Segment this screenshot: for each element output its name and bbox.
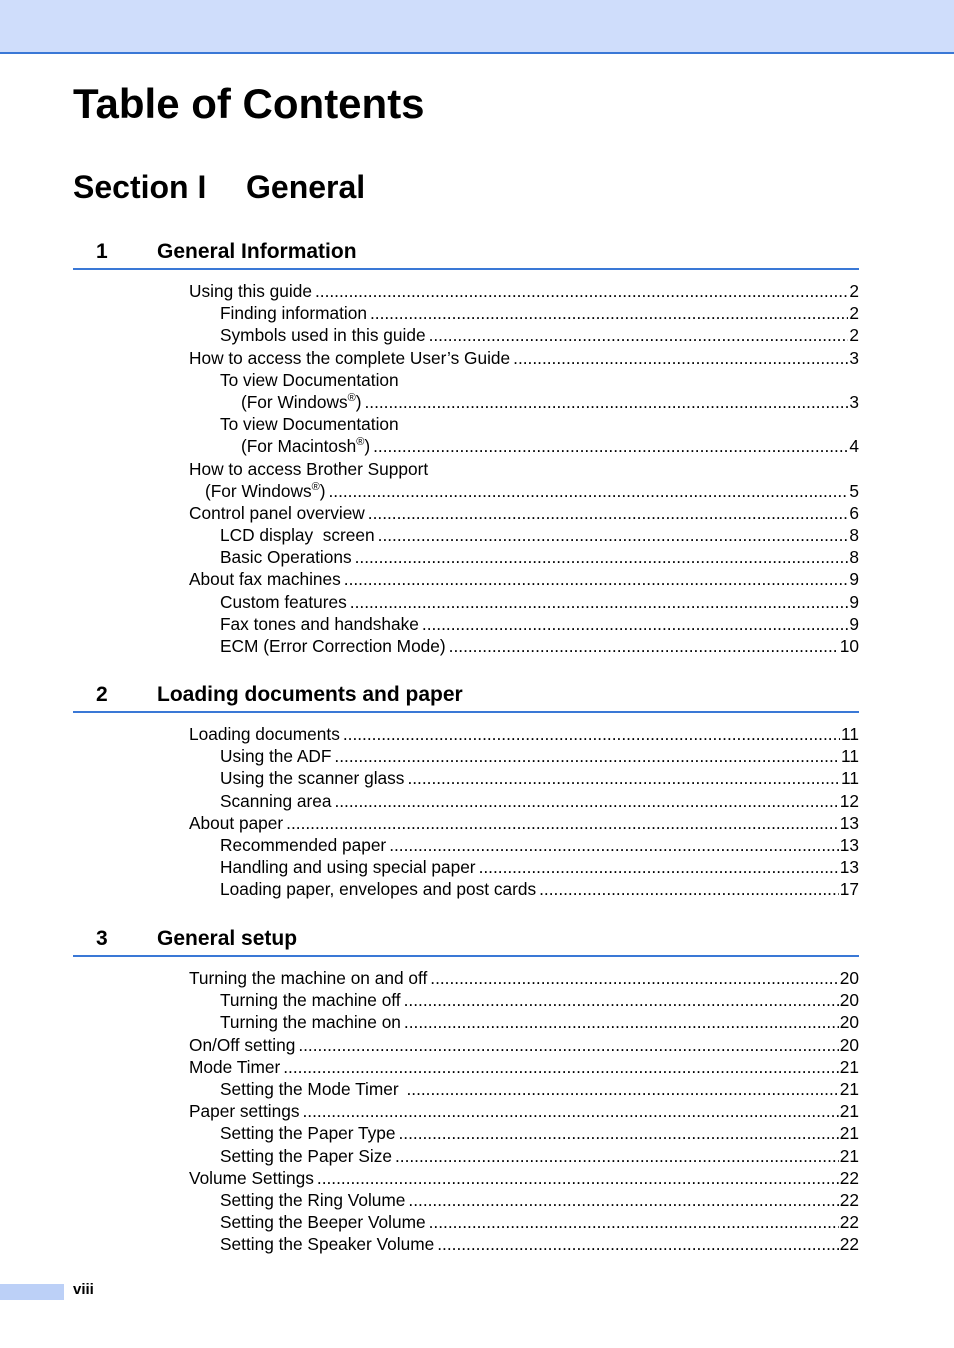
entry-text: Setting the Paper Size bbox=[220, 1145, 395, 1167]
toc-entry[interactable] bbox=[73, 546, 859, 568]
entry-text: To view Documentation bbox=[220, 414, 399, 435]
entry-page: 20 bbox=[839, 1034, 859, 1055]
entry-page: 22 bbox=[839, 1212, 859, 1233]
chapter-number: 3 bbox=[96, 927, 108, 950]
dot-leader bbox=[283, 1056, 839, 1078]
dot-leader bbox=[395, 1145, 839, 1167]
dot-leader bbox=[317, 1167, 839, 1189]
entry-page: 20 bbox=[839, 968, 859, 988]
dot-leader bbox=[368, 502, 849, 524]
dot-leader bbox=[429, 1211, 839, 1233]
dot-leader bbox=[315, 280, 848, 302]
entry-page: 22 bbox=[839, 1234, 859, 1255]
dot-leader bbox=[378, 524, 849, 546]
entry-text: Turning the machine on bbox=[220, 1011, 404, 1033]
toc-entry[interactable] bbox=[73, 989, 859, 1011]
dot-leader bbox=[399, 1122, 839, 1144]
dot-leader bbox=[437, 1233, 839, 1255]
toc-entry[interactable] bbox=[73, 458, 859, 480]
dot-leader bbox=[334, 790, 838, 812]
toc-entry[interactable] bbox=[73, 1167, 859, 1189]
entry-text: Turning the machine off bbox=[220, 989, 404, 1011]
entry-text: (For Windows®) bbox=[205, 480, 328, 502]
entry-text: Recommended paper bbox=[220, 834, 389, 856]
entry-text: (For Windows®) bbox=[241, 391, 364, 413]
toc-entry[interactable] bbox=[73, 347, 859, 369]
dot-leader bbox=[389, 834, 839, 856]
entry-text: On/Off setting bbox=[189, 1034, 298, 1056]
entry-page: 11 bbox=[841, 768, 859, 789]
entry-page: 21 bbox=[839, 1123, 859, 1144]
toc-entries bbox=[73, 967, 859, 1255]
entry-page: 9 bbox=[849, 591, 859, 612]
entry-page: 2 bbox=[849, 325, 859, 346]
dot-leader bbox=[539, 878, 839, 900]
dot-leader bbox=[404, 989, 839, 1011]
dot-leader bbox=[302, 1100, 838, 1122]
header-band bbox=[0, 0, 954, 54]
entry-page: 21 bbox=[839, 1078, 859, 1099]
dot-leader bbox=[344, 568, 849, 590]
entry-page: 11 bbox=[841, 724, 859, 744]
toc-entry[interactable] bbox=[73, 280, 859, 302]
entry-text: Basic Operations bbox=[220, 546, 355, 568]
chapter-3 bbox=[73, 919, 859, 1255]
dot-leader bbox=[479, 856, 839, 878]
toc-entry[interactable] bbox=[73, 480, 859, 502]
toc-entry[interactable] bbox=[73, 834, 859, 856]
toc-entry[interactable] bbox=[73, 568, 859, 590]
toc-entry[interactable] bbox=[73, 391, 859, 413]
toc-entry[interactable] bbox=[73, 1011, 859, 1033]
entry-page: 2 bbox=[849, 303, 859, 324]
entry-page: 8 bbox=[849, 547, 859, 568]
entry-text: Setting the Beeper Volume bbox=[220, 1211, 429, 1233]
dot-leader bbox=[350, 591, 849, 613]
entry-page: 6 bbox=[849, 502, 859, 523]
toc-entry[interactable] bbox=[73, 790, 859, 812]
toc-entry[interactable] bbox=[73, 524, 859, 546]
entry-page: 13 bbox=[839, 857, 859, 878]
dot-leader bbox=[404, 1011, 839, 1033]
toc-entry[interactable] bbox=[73, 856, 859, 878]
footer-tab bbox=[0, 1284, 64, 1300]
entry-text: How to access Brother Support bbox=[189, 458, 429, 479]
toc-entries bbox=[73, 723, 859, 901]
entry-text: Symbols used in this guide bbox=[220, 324, 429, 346]
entry-page: 11 bbox=[841, 746, 859, 767]
entry-text: Control panel overview bbox=[189, 502, 368, 524]
toc-entry[interactable] bbox=[73, 369, 859, 391]
entry-text: (For Macintosh®) bbox=[241, 435, 373, 457]
toc-entry[interactable] bbox=[73, 1100, 859, 1122]
toc-entry[interactable] bbox=[73, 1233, 859, 1255]
entry-page: 3 bbox=[849, 347, 859, 368]
chapter-1 bbox=[73, 232, 859, 657]
toc-entry[interactable] bbox=[73, 435, 859, 457]
section-heading bbox=[73, 166, 365, 208]
dot-leader bbox=[408, 1189, 838, 1211]
dot-leader bbox=[355, 546, 849, 568]
entry-page: 20 bbox=[839, 990, 859, 1011]
registered-mark: ® bbox=[347, 391, 356, 404]
entry-text: ECM (Error Correction Mode) bbox=[220, 635, 449, 657]
toc-entry[interactable] bbox=[73, 1211, 859, 1233]
dot-leader bbox=[429, 324, 849, 346]
entry-page: 22 bbox=[839, 1167, 859, 1188]
entry-page: 13 bbox=[839, 834, 859, 855]
dot-leader bbox=[407, 767, 840, 789]
dot-leader bbox=[430, 967, 839, 989]
toc-entry[interactable] bbox=[73, 302, 859, 324]
chapter-heading bbox=[73, 919, 859, 957]
toc-entry[interactable] bbox=[73, 591, 859, 613]
toc-entry[interactable] bbox=[73, 967, 859, 989]
entry-page: 13 bbox=[839, 812, 859, 833]
chapter-title: General setup bbox=[157, 927, 298, 950]
entry-page: 9 bbox=[849, 613, 859, 634]
entry-text: How to access the complete User’s Guide bbox=[189, 347, 513, 369]
entry-text: Using the ADF bbox=[220, 745, 334, 767]
dot-leader bbox=[298, 1034, 838, 1056]
toc-entry[interactable] bbox=[73, 812, 859, 834]
page-number: viii bbox=[73, 1281, 94, 1298]
chapter-heading bbox=[73, 675, 859, 713]
toc-entry[interactable] bbox=[73, 1078, 859, 1100]
toc-entry[interactable] bbox=[73, 1034, 859, 1056]
entry-page: 21 bbox=[839, 1145, 859, 1166]
toc-entry[interactable] bbox=[73, 878, 859, 900]
entry-text: LCD display screen bbox=[220, 524, 378, 546]
toc-entry[interactable] bbox=[73, 1056, 859, 1078]
toc-entry[interactable] bbox=[73, 723, 859, 745]
toc-entry[interactable] bbox=[73, 745, 859, 767]
entry-page: 8 bbox=[849, 525, 859, 546]
dot-leader bbox=[343, 723, 840, 745]
chapter-number: 1 bbox=[96, 240, 108, 263]
registered-mark: ® bbox=[311, 480, 320, 493]
entry-text: Custom features bbox=[220, 591, 350, 613]
entry-page: 17 bbox=[839, 879, 859, 900]
chapter-title: Loading documents and paper bbox=[157, 683, 463, 706]
dot-leader bbox=[364, 391, 848, 413]
entry-page: 12 bbox=[839, 790, 859, 811]
entry-text: Finding information bbox=[220, 302, 370, 324]
chapter-title: General Information bbox=[157, 240, 357, 263]
toc-entry[interactable] bbox=[73, 613, 859, 635]
toc-entry[interactable] bbox=[73, 413, 859, 435]
toc-entries bbox=[73, 280, 859, 657]
entry-text: Setting the Ring Volume bbox=[220, 1189, 408, 1211]
chapter-2 bbox=[73, 675, 859, 901]
chapter-number: 2 bbox=[96, 683, 108, 706]
dot-leader bbox=[422, 613, 848, 635]
entry-text: Fax tones and handshake bbox=[220, 613, 422, 635]
toc-entry[interactable] bbox=[73, 1145, 859, 1167]
entry-text: Setting the Paper Type bbox=[220, 1122, 399, 1144]
chapter-heading bbox=[73, 232, 859, 270]
dot-leader bbox=[286, 812, 839, 834]
entry-text: Paper settings bbox=[189, 1100, 302, 1122]
dot-leader bbox=[334, 745, 840, 767]
page-title: Table of Contents bbox=[73, 80, 425, 127]
entry-text: Scanning area bbox=[220, 790, 334, 812]
dot-leader bbox=[449, 635, 839, 657]
entry-text: Mode Timer bbox=[189, 1056, 283, 1078]
entry-page: 22 bbox=[839, 1189, 859, 1210]
section-number: Section I bbox=[73, 169, 207, 205]
entry-text: Loading paper, envelopes and post cards bbox=[220, 878, 539, 900]
entry-page: 10 bbox=[839, 636, 859, 656]
dot-leader bbox=[370, 302, 848, 324]
entry-text: Setting the Speaker Volume bbox=[220, 1233, 437, 1255]
toc-entry[interactable] bbox=[73, 324, 859, 346]
toc-entry[interactable] bbox=[73, 502, 859, 524]
toc-entry[interactable] bbox=[73, 1189, 859, 1211]
dot-leader bbox=[406, 1078, 838, 1100]
section-title: General bbox=[246, 169, 366, 205]
entry-page: 9 bbox=[849, 569, 859, 590]
entry-page: 21 bbox=[839, 1056, 859, 1077]
entry-text: Turning the machine on and off bbox=[189, 967, 430, 989]
dot-leader bbox=[328, 480, 848, 502]
entry-text: Loading documents bbox=[189, 723, 343, 745]
entry-text: To view Documentation bbox=[220, 369, 399, 390]
entry-text: Setting the Mode Timer bbox=[220, 1078, 406, 1100]
entry-page: 2 bbox=[849, 281, 859, 301]
entry-page: 20 bbox=[839, 1012, 859, 1033]
entry-text: Handling and using special paper bbox=[220, 856, 479, 878]
dot-leader bbox=[373, 435, 848, 457]
entry-text: About fax machines bbox=[189, 568, 344, 590]
registered-mark: ® bbox=[356, 436, 365, 449]
toc-entry[interactable] bbox=[73, 767, 859, 789]
entry-page: 3 bbox=[849, 391, 859, 412]
entry-text: Using the scanner glass bbox=[220, 767, 407, 789]
dot-leader bbox=[513, 347, 848, 369]
entry-page: 21 bbox=[839, 1101, 859, 1122]
entry-text: Using this guide bbox=[189, 280, 315, 302]
entry-text: Volume Settings bbox=[189, 1167, 317, 1189]
entry-text: About paper bbox=[189, 812, 286, 834]
toc-entry[interactable] bbox=[73, 1122, 859, 1144]
entry-page: 5 bbox=[849, 480, 859, 501]
toc-entry[interactable] bbox=[73, 635, 859, 657]
entry-page: 4 bbox=[849, 436, 859, 457]
